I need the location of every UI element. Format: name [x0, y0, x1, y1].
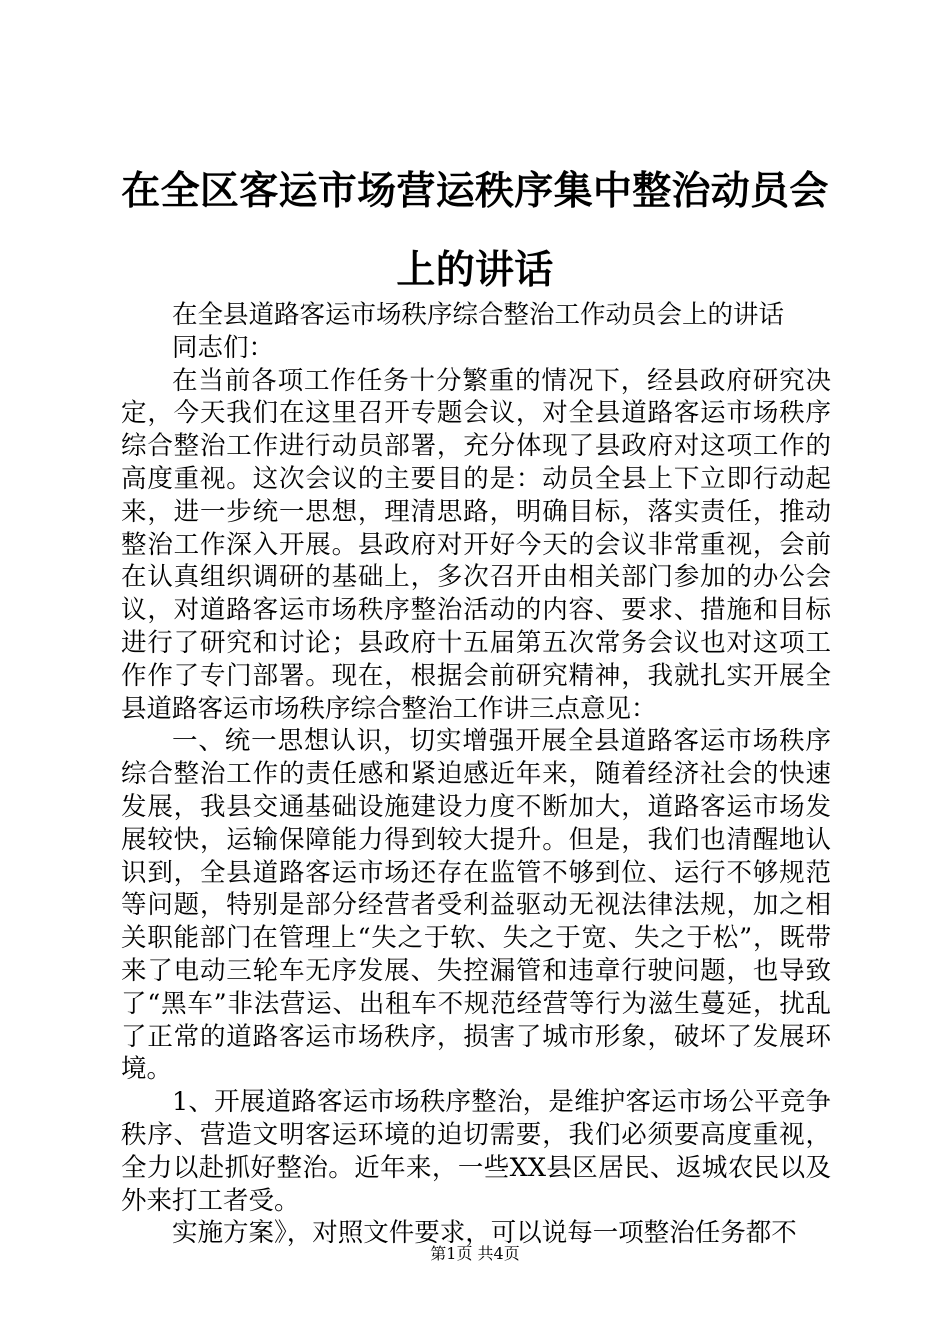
- paragraph-intro: 在当前各项工作任务十分繁重的情况下，经县政府研究决定，今天我们在这里召开专题会议，对全县道路客运市场秩序综合整治工作进行动员部署，充分体现了县政府对这项工作的高度重视。这次会议的主要目的是：动员全县上下立即行动起来，进一步统一思想，理清思路，明确目标，落实责任，推动整治工作深入开展。县政府对开好今天的会议非常重视，会前在认真组织调研的基础上，多次召开由相关部门参加的办公会议，对道路客运市场秩序整治活动的内容、要求、措施和目标进行了研究和讨论；县政府十五届第五次常务会议也对这项工作作了专门部署。现在，根据会前研究精神，我就扎实开展全县道路客运市场秩序综合整治工作讲三点意见：: [121, 365, 831, 724]
- paragraph-section-one: 一、统一思想认识，切实增强开展全县道路客运市场秩序综合整治工作的责任感和紧迫感近年来，随着经济社会的快速发展，我县交通基础设施建设力度不断加大，道路客运市场发展较快，运输保障能力得到较大提升。但是，我们也清醒地认识到，全县道路客运市场还存在监管不够到位、运行不够规范等问题，特别是部分经营者受利益驱动无视法律法规，加之相关职能部门在管理上“失之于软、失之于宽、失之于松”，既带来了电动三轮车无序发展、失控漏管和违章行驶问题，也导致了“黑车”非法营运、出租车不规范经营等行为滋生蔓延，扰乱了正常的道路客运市场秩序，损害了城市形象，破坏了发展环境。: [121, 726, 831, 1085]
- document-title: 在全区客运市场营运秩序集中整治动员会上的讲话: [121, 169, 829, 293]
- speech-heading: 在全县道路客运市场秩序综合整治工作动员会上的讲话: [172, 300, 785, 330]
- document-body: [121, 299, 831, 1250]
- paragraph-continuation: 实施方案》，对照文件要求，可以说每一项整治任务都不: [172, 1218, 797, 1249]
- salutation: 同志们：: [172, 332, 275, 363]
- paragraph-point-one: 1、开展道路客运市场秩序整治，是维护客运市场公平竞争秩序、营造文明客运环境的迫切需要，我们必须要高度重视，全力以赴抓好整治。近年来，一些XX县区居民、返城农民以及外来打工者受。: [121, 1087, 831, 1216]
- page-footer: 第1页 共4页: [430, 1244, 520, 1263]
